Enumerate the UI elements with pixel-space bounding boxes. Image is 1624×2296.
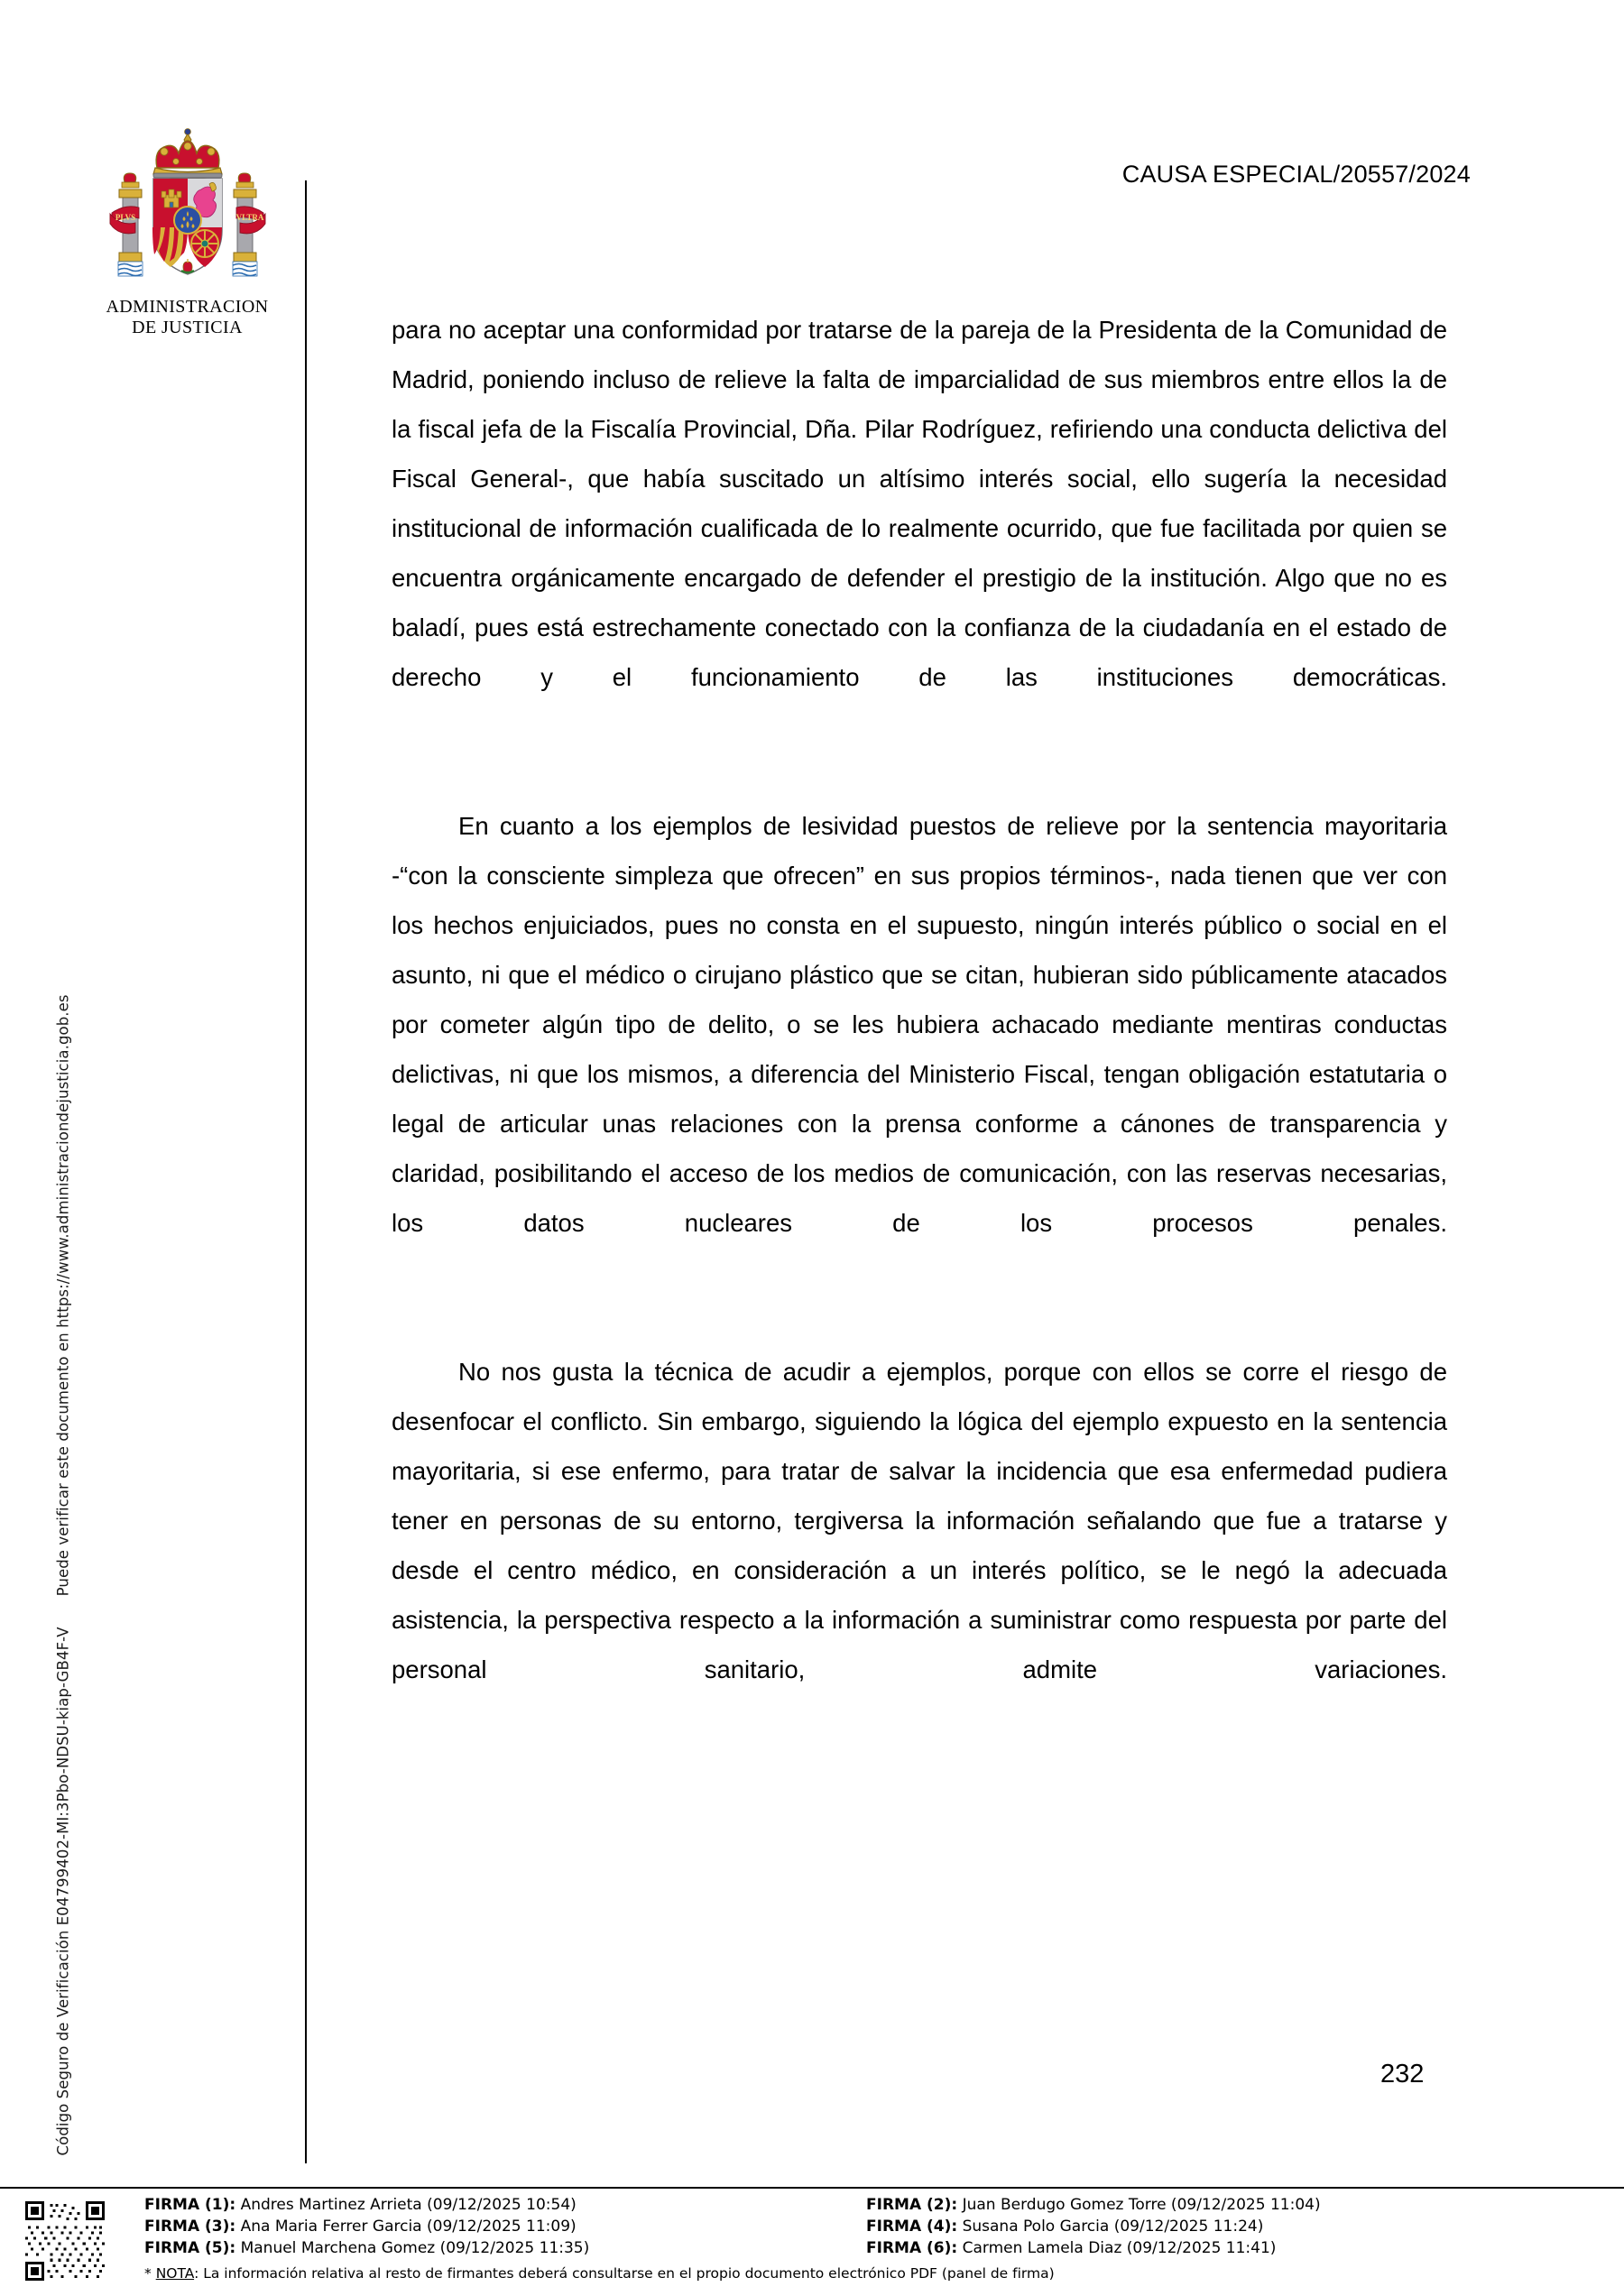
signature-label: FIRMA (1): [144, 2196, 236, 2214]
signature-label: FIRMA (6): [866, 2239, 958, 2257]
signature-value: Andres Martinez Arrieta (09/12/2025 10:54) [240, 2196, 577, 2214]
signature-entry [866, 2194, 1588, 2216]
csv-code-text: Código Seguro de Verificación E04799402-MI:3Pbo-NDSU-kiap-GB4F-V [54, 1627, 72, 2156]
footer-note-keyword: NOTA [155, 2265, 195, 2282]
signature-label: FIRMA (5): [144, 2239, 236, 2257]
emblem-caption [90, 297, 284, 338]
svg-text:PLVS: PLVS [115, 213, 135, 222]
signature-entry [866, 2237, 1588, 2259]
emblem-caption-line-2: DE JUSTICIA [132, 317, 243, 337]
signature-footer [0, 2189, 1624, 2296]
signature-value: Susana Polo Garcia (09/12/2025 11:24) [962, 2218, 1264, 2236]
footer-note-prefix: * [144, 2265, 152, 2282]
page-number: 232 [1380, 2060, 1425, 2089]
svg-text:VLTRA: VLTRA [235, 213, 263, 222]
case-reference-header: CAUSA ESPECIAL/20557/2024 [1121, 161, 1471, 188]
qr-code-icon [25, 2201, 105, 2281]
signature-value: Manuel Marchena Gomez (09/12/2025 11:35) [240, 2239, 590, 2257]
signature-row [144, 2237, 1588, 2259]
verify-url-text: Puede verificar este documento en https://www.administraciondejusticia.gob.es [54, 994, 72, 1597]
emblem-caption-line-1: ADMINISTRACION [106, 297, 269, 317]
signature-value: Juan Berdugo Gomez Torre (09/12/2025 11:04) [962, 2196, 1321, 2214]
signature-entry [144, 2194, 866, 2216]
body-paragraph: En cuanto a los ejemplos de lesividad puestos de relieve por la sentencia mayoritaria -“con la consciente simpleza que ofrecen” en sus propios términos-, nada tienen que ver con los hechos enjuiciados, pues no consta en el supuesto, ningún interés público o social en el asunto, ni que el médico o cirujano plástico que se citan, hubieran sido públicamente atacados por cometer algún tipo de delito, o se les hubiera achacado mediante mentiras conductas delictivas, ni que los mismos, a diferencia del Ministerio Fiscal, tengan obligación estatutaria o legal de articular unas relaciones con la prensa conforme a cánones de transparencia y claridad, posibilitando el acceso de los medios de comunicación, con las reservas necesarias, los datos nucleares de los procesos penales. [392, 812, 1447, 1237]
administration-of-justice-emblem [90, 126, 284, 338]
signature-label: FIRMA (4): [866, 2218, 958, 2236]
body-paragraph: para no aceptar una conformidad por tratarse de la pareja de la Presidenta de la Comunidad de Madrid, poniendo incluso de relieve la falta de imparcialidad de sus miembros entre ellos la de la fiscal jefa de la Fiscalía Provincial, Dña. Pilar Rodríguez, refiriendo una conducta delictiva del Fiscal General-, que había suscitado un altísimo interés social, ello sugería la necesidad institucional de información cualificada de lo realmente ocurrido, que fue facilitada por quien se encuentra orgánicamente encargado de defender el prestigio de la institución. Algo que no es baladí, pues está estrechamente conectado con la confianza de la ciudadanía en el estado de derecho y el funcionamiento de las instituciones democráticas. [392, 316, 1447, 691]
signature-entry [866, 2216, 1588, 2237]
footer-note [144, 2264, 1055, 2282]
margin-divider-rule [305, 180, 307, 2163]
signature-row [144, 2216, 1588, 2237]
verification-margin-text [55, 45, 72, 2156]
document-body [392, 305, 1447, 1744]
body-paragraph: No nos gusta la técnica de acudir a ejemplos, porque con ellos se corre el riesgo de desenfocar el conflicto. Sin embargo, siguiendo la lógica del ejemplo expuesto en la sentencia mayoritaria, si ese enfermo, para tratar de salvar la incidencia que esa enfermedad pudiera tener en personas de su entorno, tergiversa la información señalando que fue a tratarse y desde el centro médico, en consideración a un interés político, se le negó la adecuada asistencia, la perspectiva respecto a la información a suministrar como respuesta por parte del personal sanitario, admite variaciones. [392, 1358, 1447, 1683]
verification-margin-strip [0, 0, 72, 2183]
spanish-coat-of-arms-icon [97, 126, 278, 293]
signature-value: Ana Maria Ferrer Garcia (09/12/2025 11:09) [240, 2218, 577, 2236]
signature-label: FIRMA (2): [866, 2196, 958, 2214]
signature-entry [144, 2216, 866, 2237]
signature-columns [144, 2194, 1588, 2259]
signature-label: FIRMA (3): [144, 2218, 236, 2236]
footer-note-text: : La información relativa al resto de firmantes deberá consultarse en el propio documento electrónico PDF (panel de firma) [194, 2265, 1055, 2282]
signature-value: Carmen Lamela Diaz (09/12/2025 11:41) [962, 2239, 1277, 2257]
signature-entry [144, 2237, 866, 2259]
signature-row [144, 2194, 1588, 2216]
